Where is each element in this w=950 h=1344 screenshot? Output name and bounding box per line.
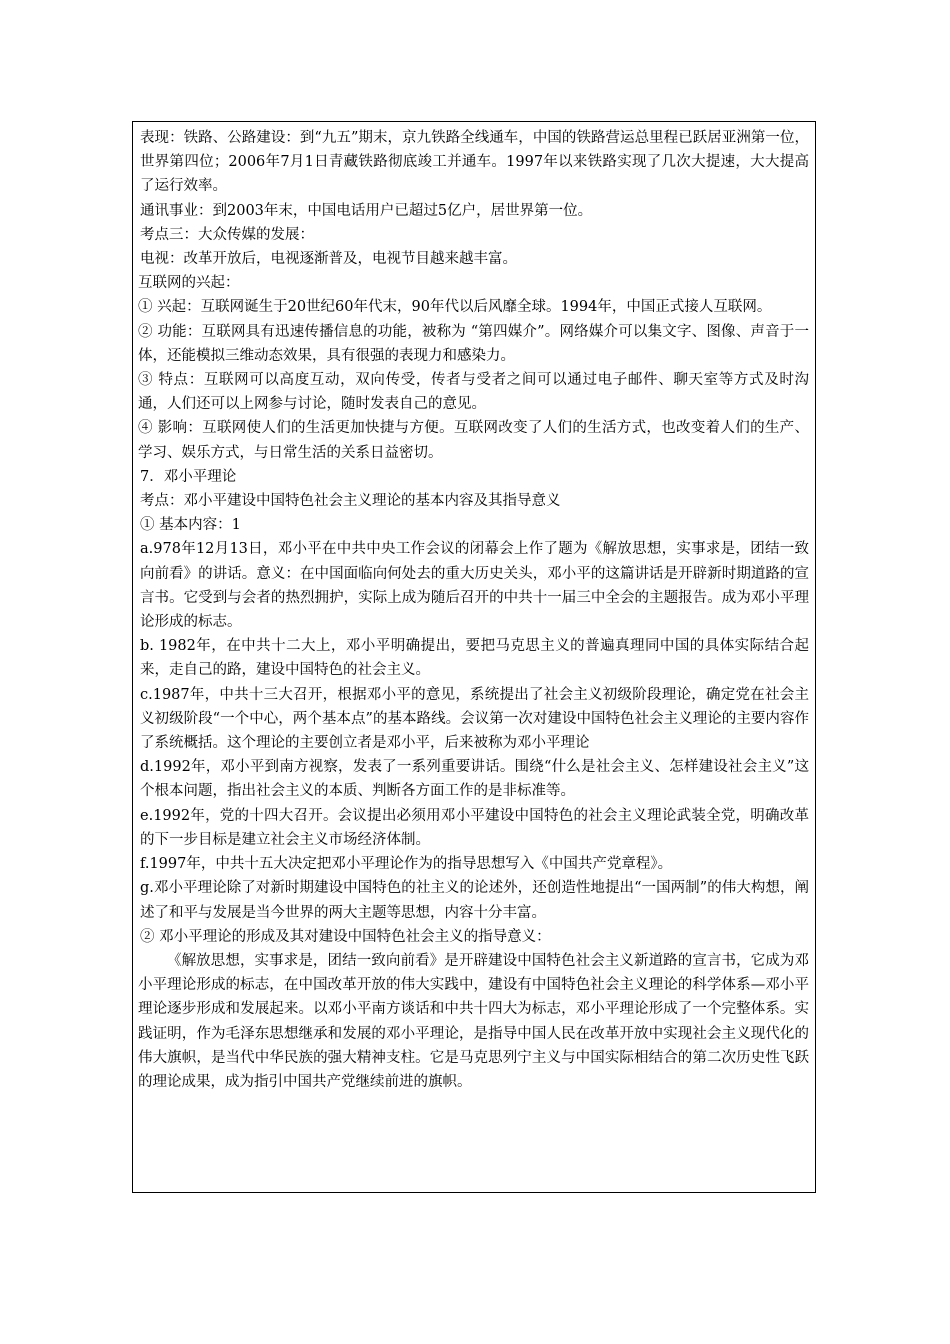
heading-mass-media: 考点三：大众传媒的发展： [140,226,314,243]
paragraph-significance: 《解放思想，实事求是，团结一致向前看》是开辟建设中国特色社会主义新道路的宣言书，它成为邓小平理论形成的标志，在中国改革开放的伟大实践中，建设有中国特色社会主义理论的科学体系—邓小平理论逐步形成和发展起来。以邓小平南方谈话和中共十四大为标志，邓小平理论形成了一个完整体系。实践证明，作为毛泽东思想继承和发展的邓小平理论，是指导中国人民在改革开放中实现社会主义现代化的伟大旗帜，是当代中华民族的强大精神支柱。它是马克思列宁主义与中国实际相结合的第二次历史性飞跃的理论成果，成为指引中国共产党继续前进的旗帜。 [138,952,809,1090]
paragraph-item-f: f.1997年，中共十五大决定把邓小平理论作为的指导思想写入《中国共产党章程》。 [140,856,673,873]
basic-content-heading: ① 基本内容：1 [140,517,241,534]
paragraph-internet-origin: ① 兴起：互联网诞生于20世纪60年代末，90年代以后风靡全球。1994年，中国正式接人互联网。 [138,299,772,316]
paragraph-item-a: a.978年12月13日，邓小平在中共中央工作会议的闭幕会上作了题为《解放思想，实事求是，团结一致向前看》的讲话。意义：在中国面临向何处去的重大历史关头，邓小平的这篇讲话是开辟新时期道路的宣言书。它受到与会者的热烈拥护，实际上成为随后召开的中共十一届三中全会的主题报告。成为邓小平理论形成的标志。 [140,541,809,631]
paragraph-item-g: g.邓小平理论除了对新时期建设中国特色的社主义的论述外，还创造性地提出“一国两制”的伟大构想，阐述了和平与发展是当今世界的两大主题等思想，内容十分丰富。 [140,880,809,921]
paragraph-internet-features: ③ 特点：互联网可以高度互动，双向传受，传者与受者之间可以通过电子邮件、聊天室等方式及时沟通，人们还可以上网参与讨论，随时发表自己的意见。 [138,372,809,413]
significance-heading: ② 邓小平理论的形成及其对建设中国特色社会主义的指导意义： [140,928,551,945]
paragraph-item-c: c.1987年，中共十三大召开，根据邓小平的意见，系统提出了社会主义初级阶段理论，确定党在社会主义初级阶段“一个中心，两个基本点”的基本路线。会议第一次对建设中国特色社会主义理论的主要内容作了系统概括。这个理论的主要创立者是邓小平，后来被称为邓小平理论 [140,686,809,752]
paragraph-internet-impact: ④ 影响：互联网使人们的生活更加快捷与方便。互联网改变了人们的生活方式，也改变着人们的生产、学习、娱乐方式，与日常生活的关系日益密切。 [138,420,809,461]
paragraph-item-b: b. 1982年，在中共十二大上，邓小平明确提出，要把马克思主义的普遍真理同中国的具体实际结合起来，走自己的路，建设中国特色的社会主义。 [140,638,809,679]
paragraph-telecom: 通讯事业：到2003年末，中国电话用户已超过5亿户，居世界第一位。 [140,202,593,219]
paragraph-transport: 表现：铁路、公路建设：到“九五”期末，京九铁路全线通车，中国的铁路营运总里程已跃居亚洲第一位，世界第四位；2006年7月1日青藏铁路彻底竣工并通车。1997年以来铁路实现了几次大提速，大大提高了运行效率。 [140,130,809,195]
heading-internet-rise: 互联网的兴起： [138,275,240,292]
paragraph-television: 电视：改革开放后，电视逐渐普及，电视节目越来越丰富。 [140,251,517,268]
paragraph-item-e: e.1992年，党的十四大召开。会议提出必须用邓小平建设中国特色的社会主义理论武装全党，明确改革的下一步目标是建立社会主义市场经济体制。 [140,807,809,848]
paragraph-internet-function: ② 功能：互联网具有迅速传播信息的功能，被称为 “第四媒介”。网络媒介可以集文字、图像、声音于一体，还能模拟三维动态效果，具有很强的表现力和感染力。 [138,323,809,364]
paragraph-item-d: d.1992年，邓小平到南方视察，发表了一系列重要讲话。围绕“什么是社会主义、怎样建设社会主义”这个根本问题，指出社会主义的本质、判断各方面工作的是非标准等。 [140,759,809,800]
document-table-cell [132,121,816,1193]
exam-point-heading: 考点：邓小平建设中国特色社会主义理论的基本内容及其指导意义 [140,493,561,510]
section-heading-deng-theory: 7．邓小平理论 [140,468,237,485]
